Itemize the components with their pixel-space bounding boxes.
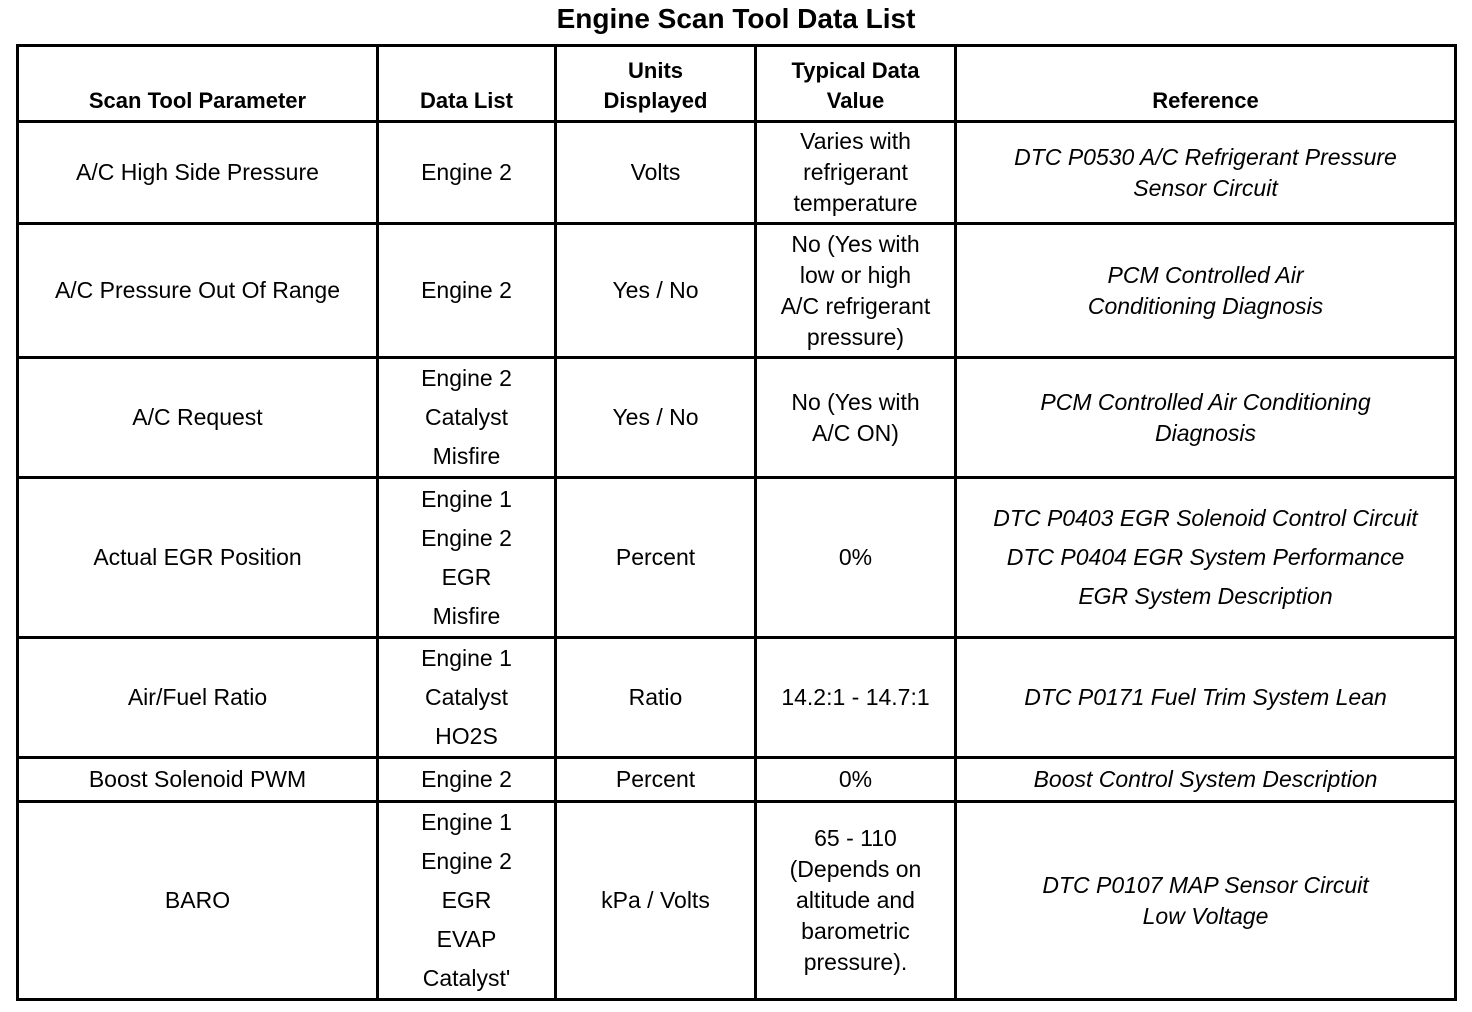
units-cell: Percent bbox=[556, 478, 756, 638]
units-cell: kPa / Volts bbox=[556, 802, 756, 1000]
reference-line: Low Voltage bbox=[1142, 902, 1269, 929]
typical-value-line: A/C refrigerant bbox=[780, 292, 931, 319]
data-list-cell bbox=[378, 802, 556, 1000]
scan-tool-data-table bbox=[16, 44, 1457, 1001]
data-list-item: Engine 1 bbox=[421, 809, 512, 835]
header-row bbox=[18, 46, 1456, 122]
header-scan-tool-parameter: Scan Tool Parameter bbox=[18, 46, 378, 122]
header-units-displayed bbox=[556, 46, 756, 122]
reference-cell bbox=[956, 358, 1456, 478]
typical-value-cell bbox=[756, 122, 956, 224]
units-cell: Yes / No bbox=[556, 224, 756, 358]
data-list-cell bbox=[378, 758, 556, 802]
parameter-cell: Actual EGR Position bbox=[18, 478, 378, 638]
data-list-item: EVAP bbox=[436, 926, 497, 952]
reference-line: DTC P0171 Fuel Trim System Lean bbox=[1024, 684, 1387, 710]
typical-value-line: A/C ON) bbox=[812, 419, 899, 446]
typical-value-cell bbox=[756, 758, 956, 802]
data-list-item: Engine 2 bbox=[421, 365, 512, 391]
data-list-item: Catalyst' bbox=[422, 965, 511, 991]
typical-value-line: 14.2:1 - 14.7:1 bbox=[781, 684, 930, 710]
data-list-item: Engine 1 bbox=[421, 485, 512, 512]
parameter-cell: Air/Fuel Ratio bbox=[18, 638, 378, 758]
data-list-cell bbox=[378, 358, 556, 478]
table-row bbox=[18, 358, 1456, 478]
data-list-item: Engine 2 bbox=[421, 848, 512, 874]
table-row bbox=[18, 758, 1456, 802]
table-row bbox=[18, 638, 1456, 758]
reference-line: PCM Controlled Air bbox=[1107, 261, 1304, 288]
reference-line: Sensor Circuit bbox=[1133, 174, 1278, 201]
reference-line: DTC P0404 EGR System Performance bbox=[1006, 544, 1405, 570]
reference-line: EGR System Description bbox=[1078, 583, 1333, 609]
typical-value-line: No (Yes with bbox=[791, 388, 920, 415]
parameter-cell: Boost Solenoid PWM bbox=[18, 758, 378, 802]
reference-line: DTC P0403 EGR Solenoid Control Circuit bbox=[993, 505, 1418, 531]
data-list-cell bbox=[378, 638, 556, 758]
typical-value-line: pressure) bbox=[806, 323, 905, 350]
data-list-item: Engine 2 bbox=[421, 277, 512, 303]
table-row bbox=[18, 122, 1456, 224]
data-list-item: Misfire bbox=[432, 602, 501, 629]
typical-value-line: (Depends on bbox=[789, 856, 922, 882]
data-list-item: Engine 2 bbox=[421, 766, 512, 792]
data-list-cell bbox=[378, 224, 556, 358]
reference-line: Conditioning Diagnosis bbox=[1087, 292, 1324, 319]
units-cell: Volts bbox=[556, 122, 756, 224]
reference-line: Boost Control System Description bbox=[1033, 766, 1378, 792]
reference-cell bbox=[956, 802, 1456, 1000]
typical-value-line: altitude and bbox=[796, 887, 915, 913]
typical-value-cell bbox=[756, 358, 956, 478]
data-list-item: EGR bbox=[441, 887, 492, 913]
data-list-item: HO2S bbox=[435, 723, 498, 749]
data-list-item: Engine 2 bbox=[421, 159, 512, 185]
typical-value-line: 0% bbox=[838, 544, 873, 570]
typical-value-line: refrigerant bbox=[803, 159, 908, 185]
reference-cell bbox=[956, 758, 1456, 802]
units-cell: Ratio bbox=[556, 638, 756, 758]
reference-cell bbox=[956, 224, 1456, 358]
header-typical-line: Typical Data bbox=[791, 58, 920, 83]
reference-cell bbox=[956, 122, 1456, 224]
typical-value-line: Varies with bbox=[800, 128, 911, 154]
typical-value-cell bbox=[756, 802, 956, 1000]
data-list-item: Catalyst bbox=[424, 404, 509, 430]
parameter-cell: BARO bbox=[18, 802, 378, 1000]
reference-line: PCM Controlled Air Conditioning bbox=[1040, 388, 1371, 415]
parameter-cell: A/C Pressure Out Of Range bbox=[18, 224, 378, 358]
parameter-cell: A/C Request bbox=[18, 358, 378, 478]
data-list-item: Misfire bbox=[432, 443, 501, 469]
header-typical-line: Value bbox=[826, 88, 885, 113]
typical-value-line: No (Yes with bbox=[791, 230, 920, 257]
typical-value-line: barometric bbox=[801, 918, 910, 944]
page-title: Engine Scan Tool Data List bbox=[556, 3, 916, 34]
typical-value-cell bbox=[756, 638, 956, 758]
reference-line: DTC P0107 MAP Sensor Circuit bbox=[1042, 871, 1369, 898]
table-row bbox=[18, 802, 1456, 1000]
header-reference: Reference bbox=[956, 46, 1456, 122]
data-list-item: Engine 1 bbox=[421, 645, 512, 671]
table-row bbox=[18, 224, 1456, 358]
reference-line: Diagnosis bbox=[1155, 419, 1256, 446]
parameter-cell: A/C High Side Pressure bbox=[18, 122, 378, 224]
typical-value-line: low or high bbox=[799, 261, 912, 288]
typical-value-cell bbox=[756, 224, 956, 358]
header-units-line: Units bbox=[628, 58, 683, 83]
units-cell: Percent bbox=[556, 758, 756, 802]
header-data-list: Data List bbox=[378, 46, 556, 122]
typical-value-line: 0% bbox=[838, 766, 873, 792]
data-list-cell bbox=[378, 122, 556, 224]
units-cell: Yes / No bbox=[556, 358, 756, 478]
reference-cell bbox=[956, 638, 1456, 758]
typical-value-line: temperature bbox=[793, 190, 918, 216]
reference-line: DTC P0530 A/C Refrigerant Pressure bbox=[1014, 143, 1397, 170]
data-list-cell bbox=[378, 478, 556, 638]
typical-value-line: pressure). bbox=[803, 949, 908, 975]
data-list-item: Catalyst bbox=[424, 684, 509, 710]
header-units-line: Displayed bbox=[603, 88, 708, 113]
typical-value-cell bbox=[756, 478, 956, 638]
header-typical-data-value bbox=[756, 46, 956, 122]
data-list-item: Engine 2 bbox=[421, 524, 512, 551]
reference-cell bbox=[956, 478, 1456, 638]
data-list-item: EGR bbox=[441, 563, 492, 590]
typical-value-line: 65 - 110 bbox=[814, 825, 897, 851]
table-row bbox=[18, 478, 1456, 638]
